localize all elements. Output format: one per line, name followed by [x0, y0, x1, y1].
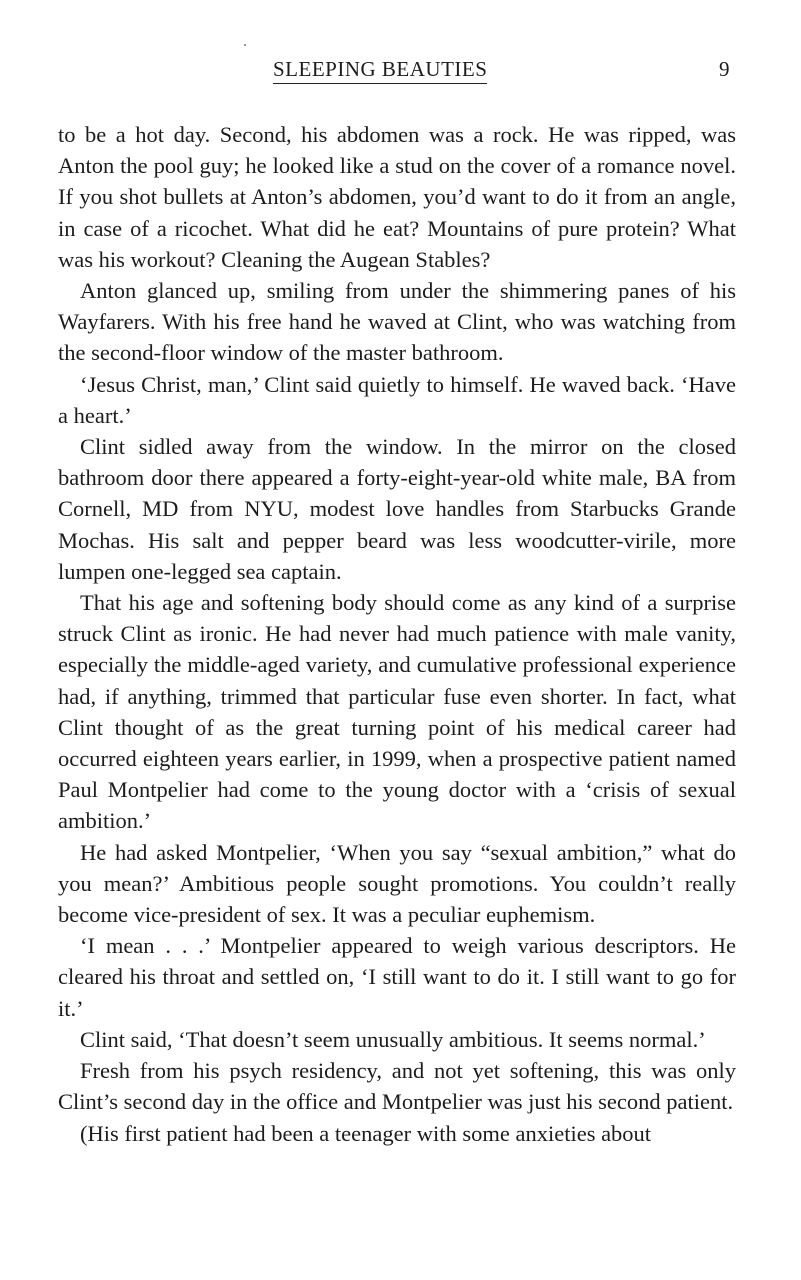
paragraph-5: That his age and softening body should come as any kind of a surprise struck Clint as ironic. He had never had much patience with male vanity, especially the middle-aged variety, and cumulative professional experience had, if anything, trimmed that particular fuse even shorter. In fact, what Clint thought of as the great turning point of his medical career had occurred eighteen years earlier, in 1999, when a prospective patient named Paul Montpelier had come to the young doctor with a ‘crisis of sexual ambition.’ [58, 590, 736, 834]
paragraph-6: He had asked Montpelier, ‘When you say “sexual ambition,” what do you mean?’ Ambitious people sought promotions. You couldn’t really become vice-president of sex. It was a peculiar euphemism. [58, 839, 736, 928]
paragraph-9: Fresh from his psych residency, and not yet softening, this was only Clint’s second day in the office and Montpelier was just his second patient. [58, 1058, 736, 1115]
page-number: 9 [719, 57, 730, 81]
running-header [0, 56, 801, 84]
paragraph-4: Clint sidled away from the window. In the mirror on the closed bathroom door there appeared a forty-eight-year-old white male, BA from Cornell, MD from NYU, modest love handles from Starbucks Grande Mochas. His salt and pepper beard was less woodcutter-virile, more lumpen one-legged sea captain. [58, 434, 736, 584]
paragraph-3: ‘Jesus Christ, man,’ Clint said quietly to himself. He waved back. ‘Have a heart.’ [58, 371, 736, 428]
running-title: SLEEPING BEAUTIES [273, 56, 487, 84]
paragraph-10: (His first patient had been a teenager with some anxieties about [80, 1120, 652, 1146]
print-speck [244, 44, 246, 46]
paragraph-8: Clint said, ‘That doesn’t seem unusually ambitious. It seems normal.’ [80, 1026, 706, 1052]
body-text [58, 119, 736, 1149]
paragraph-1: to be a hot day. Second, his abdomen was a rock. He was ripped, was Anton the pool guy; he looked like a stud on the cover of a romance novel. If you shot bullets at Anton’s abdomen, you’d want to do it from an angle, in case of a ricochet. What did he eat? Mountains of pure protein? What was his workout? Cleaning the Augean Stables? [58, 122, 736, 272]
paragraph-7: ‘I mean . . .’ Montpelier appeared to weigh various descriptors. He cleared his throat and settled on, ‘I still want to do it. I still want to go for it.’ [58, 933, 736, 1021]
paragraph-2: Anton glanced up, smiling from under the shimmering panes of his Wayfarers. With his free hand he waved at Clint, who was watching from the second-floor window of the master bathroom. [58, 278, 736, 366]
